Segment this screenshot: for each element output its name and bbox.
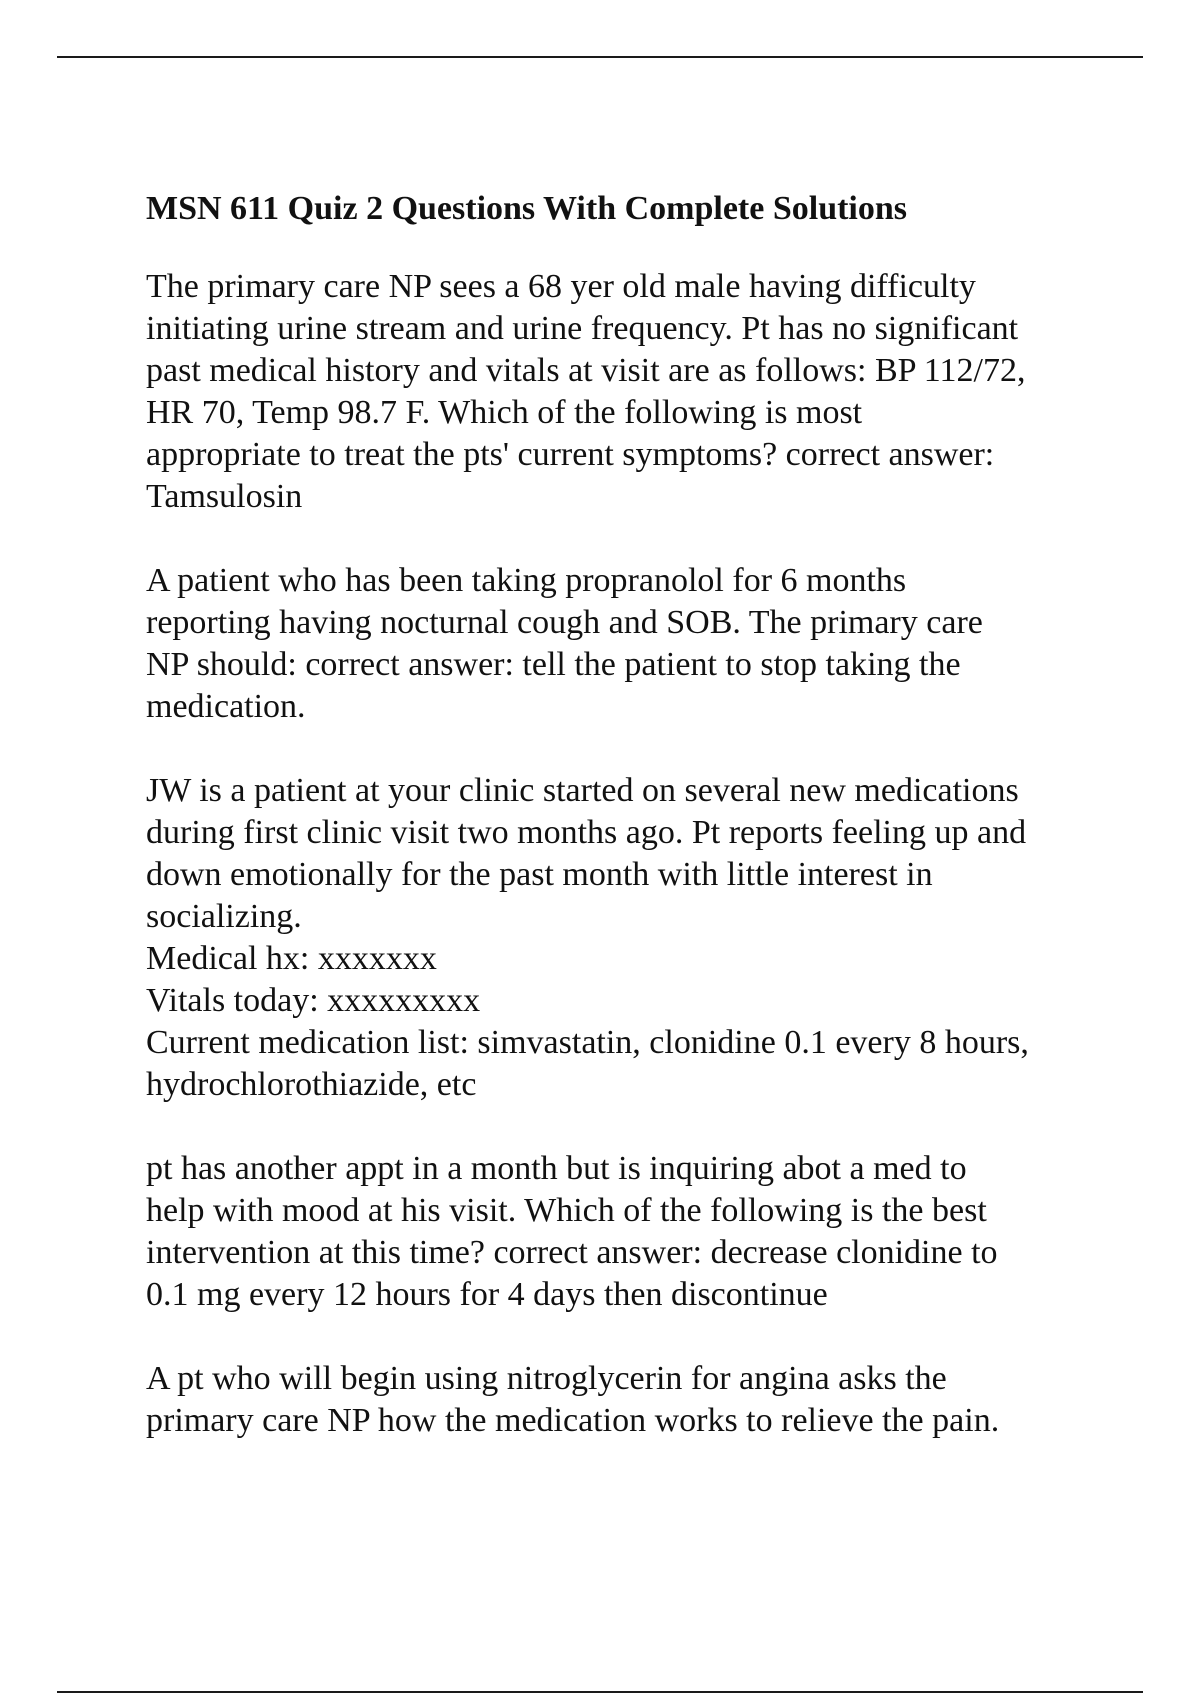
text-line: reporting having nocturnal cough and SOB. The primary care xyxy=(146,604,983,641)
text-line: NP should: correct answer: tell the patient to stop taking the xyxy=(146,646,961,683)
text-line: down emotionally for the past month with little interest in xyxy=(146,856,933,893)
text-line: past medical history and vitals at visit are as follows: BP 112/72, xyxy=(146,352,1026,389)
text-line: 0.1 mg every 12 hours for 4 days then discontinue xyxy=(146,1276,828,1313)
question-paragraph-2 xyxy=(146,560,1106,728)
text-line: intervention at this time? correct answer: decrease clonidine to xyxy=(146,1234,998,1271)
document-title: MSN 611 Quiz 2 Questions With Complete Solutions xyxy=(146,190,908,227)
text-line: primary care NP how the medication works to relieve the pain. xyxy=(146,1402,1000,1439)
text-line: Vitals today: xxxxxxxxx xyxy=(146,982,481,1019)
text-line: Current medication list: simvastatin, clonidine 0.1 every 8 hours, xyxy=(146,1024,1029,1061)
bottom-rule xyxy=(57,1691,1143,1693)
text-line: The primary care NP sees a 68 yer old male having difficulty xyxy=(146,268,976,305)
text-line: medication. xyxy=(146,688,306,725)
text-line: HR 70, Temp 98.7 F. Which of the following is most xyxy=(146,394,863,431)
text-line: A pt who will begin using nitroglycerin for angina asks the xyxy=(146,1360,947,1397)
text-line: JW is a patient at your clinic started on several new medications xyxy=(146,772,1019,809)
text-line: initiating urine stream and urine frequency. Pt has no significant xyxy=(146,310,1019,347)
question-paragraph-4 xyxy=(146,1148,1106,1316)
question-paragraph-3 xyxy=(146,770,1106,1106)
text-line: hydrochlorothiazide, etc xyxy=(146,1066,477,1103)
text-line: during first clinic visit two months ago. Pt reports feeling up and xyxy=(146,814,1027,851)
text-line: socializing. xyxy=(146,898,302,935)
top-rule xyxy=(57,56,1143,58)
text-line: A patient who has been taking propranolol for 6 months xyxy=(146,562,907,599)
text-line: pt has another appt in a month but is inquiring abot a med to xyxy=(146,1150,967,1187)
document-body xyxy=(146,187,1106,1484)
question-paragraph-1 xyxy=(146,266,1106,518)
text-line: appropriate to treat the pts' current symptoms? correct answer: xyxy=(146,436,995,473)
text-line: help with mood at his visit. Which of the following is the best xyxy=(146,1192,987,1229)
text-line: Tamsulosin xyxy=(146,478,303,515)
text-line: Medical hx: xxxxxxx xyxy=(146,940,437,977)
question-paragraph-5 xyxy=(146,1358,1106,1442)
